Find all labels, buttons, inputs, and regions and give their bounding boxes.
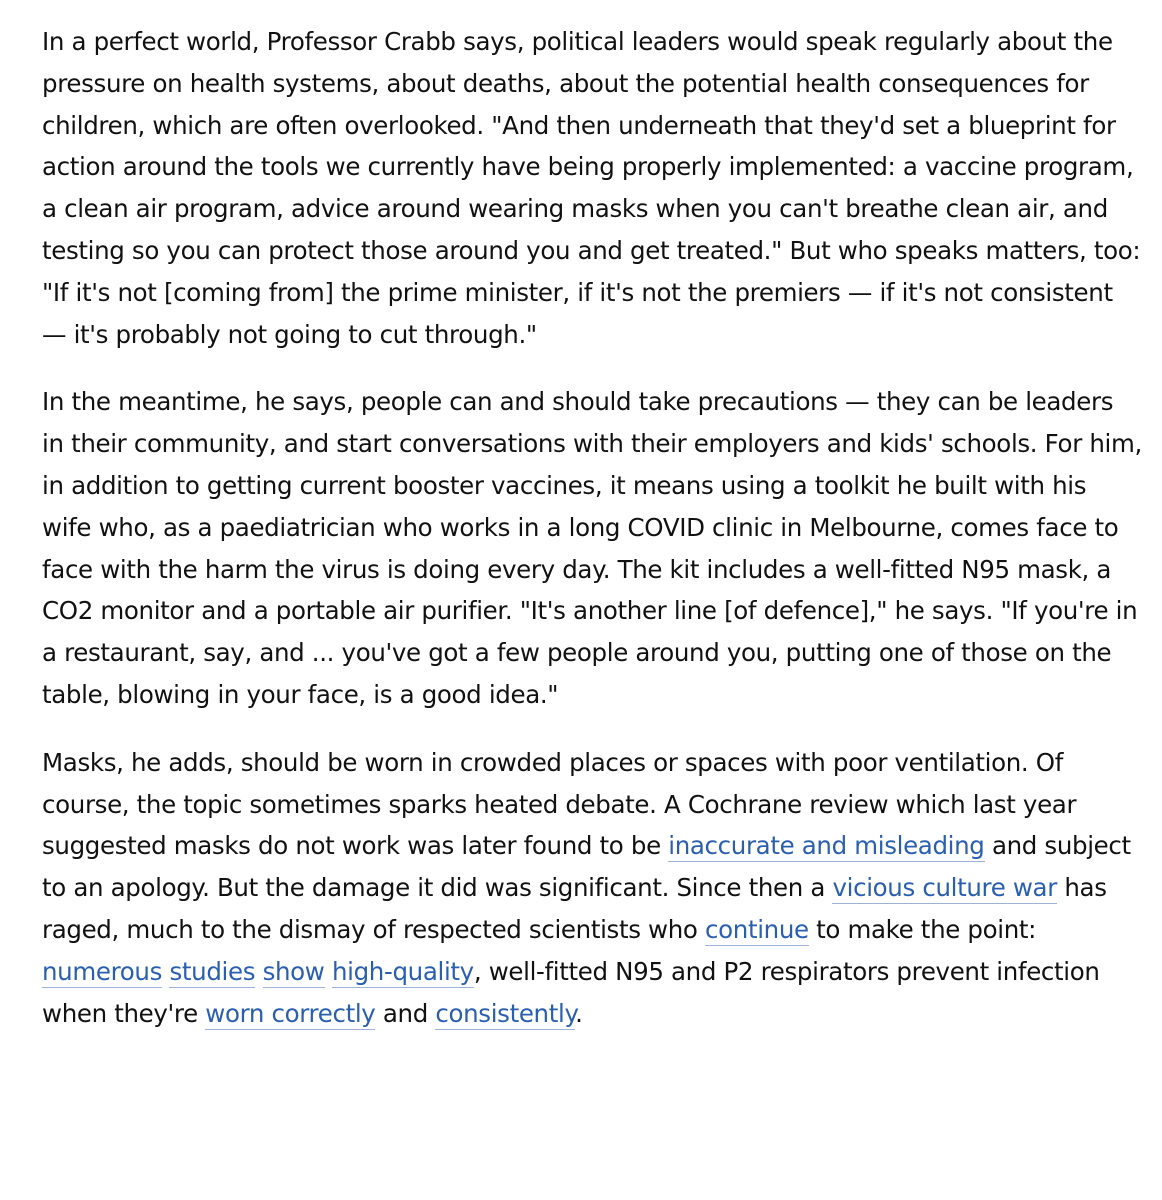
paragraph-text (255, 957, 262, 986)
paragraph-text: to make the point: (808, 914, 1037, 944)
link-show[interactable]: show (262, 956, 325, 986)
link-continue[interactable]: continue (705, 914, 809, 944)
link-worn-correctly[interactable]: worn correctly (205, 998, 376, 1028)
paragraph-text (325, 957, 332, 986)
paragraph-text: Masks, he adds, should be worn in crowded places or spaces with poor ventilation. Of course, the topic sometimes sparks heated debate. A Cochrane review which last year suggested masks do not work was later found to be (42, 747, 1077, 861)
link-inaccurate-and-misleading[interactable]: inaccurate and misleading (668, 831, 985, 861)
paragraph-text: . (575, 998, 583, 1028)
link-studies[interactable]: studies (169, 956, 256, 986)
link-high-quality[interactable]: high-quality (331, 956, 474, 986)
paragraph-text: , well-fitted N95 and P2 respirators prevent infection when they're (42, 956, 1100, 1028)
link-vicious-culture-war[interactable]: vicious culture war (832, 873, 1057, 903)
paragraph-masks (42, 742, 1142, 1035)
paragraph-text: and subject to an apology. But the damage it did was significant. Since then a (42, 831, 1131, 903)
paragraph-precautions: In the meantime, he says, people can and should take precautions — they can be leaders in their community, and start conversations with their employers and kids' schools. For him, in addition to getting current booster vaccines, it means using a toolkit he built with his wife who, as a paediatrician who works in a long COVID clinic in Melbourne, comes face to face with the harm the virus is doing every day. The kit includes a well-fitted N95 mask, a CO2 monitor and a portable air purifier. "It's another line [of defence]," he says. "If you're in a restaurant, say, and ... you've got a few people around you, putting one of those on the table, blowing in your face, is a good idea." (42, 387, 1142, 709)
link-consistently[interactable]: consistently (435, 998, 576, 1028)
link-numerous[interactable]: numerous (42, 956, 163, 986)
paragraph-text: and (375, 998, 436, 1028)
paragraph-leaders: In a perfect world, Professor Crabb says, political leaders would speak regularly about the pressure on health systems, about deaths, about the potential health consequences for children, which are often overlooked. "And then underneath that they'd set a blueprint for action around the tools we currently have being properly implemented: a vaccine program, a clean air program, advice around wearing masks when you can't breathe clean air, and testing so you can protect those around you and get treated." But who speaks matters, too: "If it's not [coming from] the prime minister, if it's not the premiers — if it's not consistent — it's probably not going to cut through." (42, 27, 1141, 349)
paragraph-text: has raged, much to the dismay of respected scientists who (42, 873, 1107, 944)
